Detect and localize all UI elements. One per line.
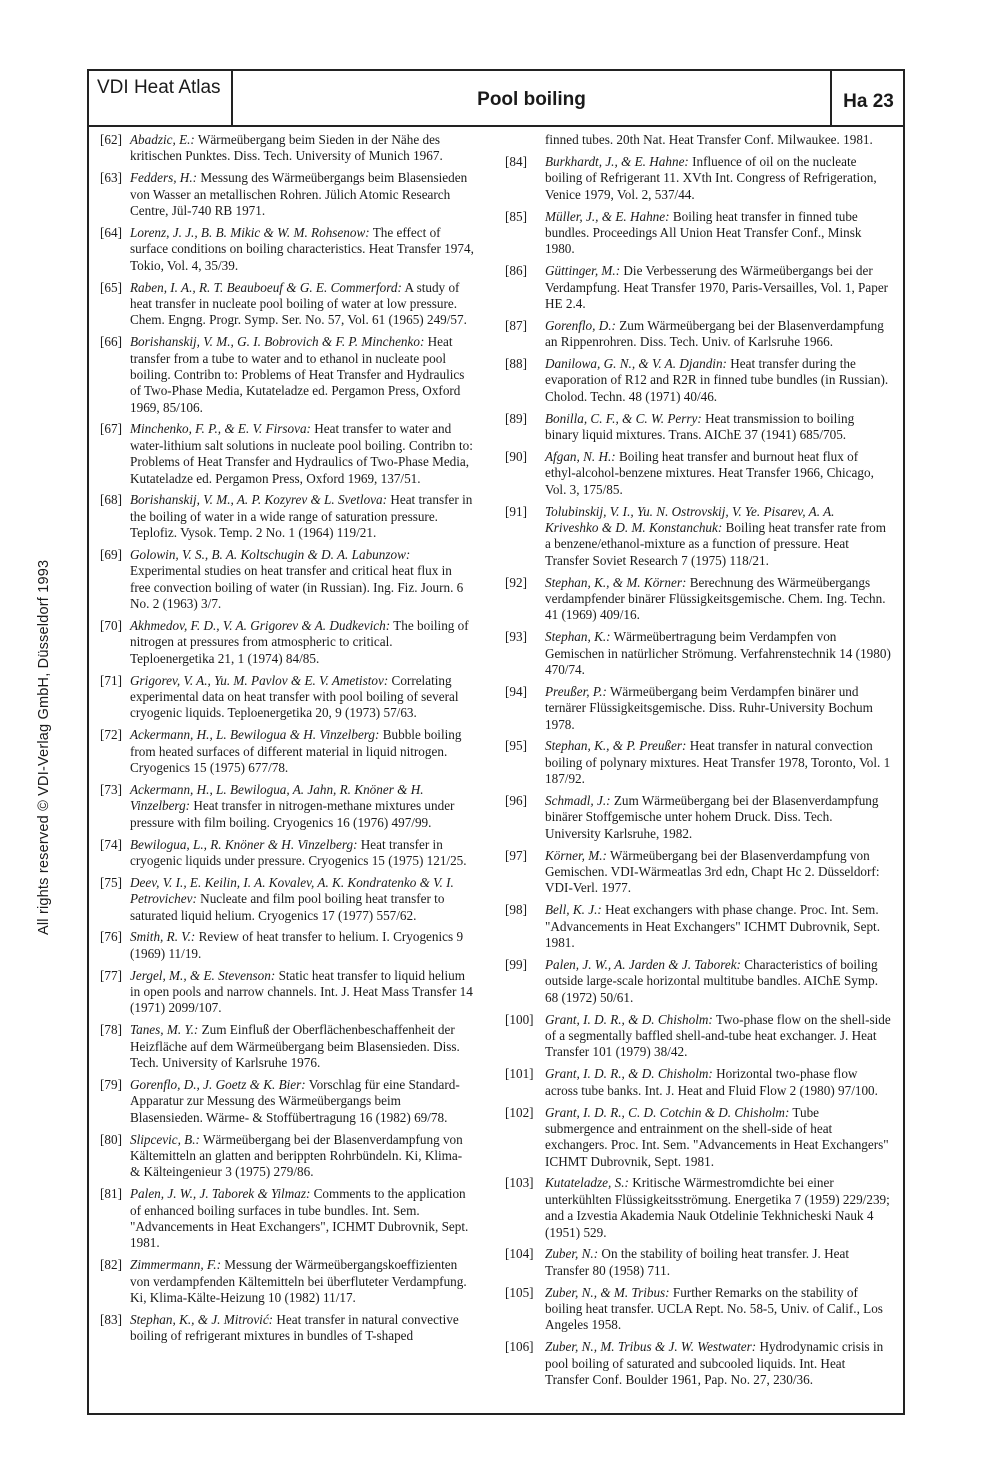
reference-number: [87] bbox=[505, 317, 527, 333]
reference-entry bbox=[505, 684, 891, 733]
reference-citation: Heat transmission to boiling binary liquid mixtures. Trans. AIChE 37 (1941) 685/705. bbox=[545, 410, 855, 443]
reference-citation: Wärmeübertragung beim Verdampfen von Gemischen in natürlicher Strömung. Verfahrenstechnik 14 (1980) 470/74. bbox=[545, 629, 891, 677]
reference-citation: Comments to the application of enhanced boiling surfaces in tube bundles. Int. Sem. "Advancements in Heat Exchangers", ICHMT Dubrovnik, Sept. 1981. bbox=[130, 1186, 469, 1251]
reference-authors: Zuber, N., & M. Tribus: bbox=[545, 1284, 670, 1300]
reference-authors: Stephan, K., & M. Körner: bbox=[545, 574, 687, 590]
reference-text bbox=[130, 673, 475, 722]
reference-number: [106] bbox=[505, 1339, 534, 1355]
reference-authors: Tolubinskij, V. I., Yu. N. Ostrovskij, V. Ye. Pisarev, A. A. Kriveshko & D. M. Konstanchuk: bbox=[545, 503, 835, 535]
reference-text bbox=[130, 782, 475, 831]
reference-number: [101] bbox=[505, 1066, 534, 1082]
reference-entry bbox=[505, 793, 891, 842]
reference-text bbox=[545, 738, 891, 787]
reference-authors: Tanes, M. Y.: bbox=[130, 1022, 199, 1038]
reference-number: [68] bbox=[100, 492, 122, 508]
reference-entry bbox=[100, 225, 475, 274]
reference-entry bbox=[505, 1246, 891, 1279]
reference-citation: Further Remarks on the stability of boiling heat transfer. UCLA Rept. No. 58-5, Univ. of Calif., Los Angeles 1958. bbox=[545, 1284, 883, 1333]
reference-citation: Vorschlag für eine Standard-Apparatur zur Messung des Wärmeübergangs beim Blasensieden. Wärme- & Stoffübertragung 16 (1982) 69/78. bbox=[130, 1076, 460, 1125]
reference-entry bbox=[505, 449, 891, 498]
reference-entry bbox=[505, 504, 891, 569]
reference-number: [96] bbox=[505, 793, 527, 809]
reference-citation: Heat transfer in natural convective boiling of refrigerant mixtures in bundles of T-shaped bbox=[130, 1311, 459, 1344]
reference-citation: Heat transfer in natural convection boiling of polynary mixtures. Heat Transfer 1978, Toronto, Vol. 1 187/92. bbox=[545, 738, 891, 787]
reference-number: [67] bbox=[100, 421, 122, 437]
reference-authors: Bewilogua, L., R. Knöner & H. Vinzelberg: bbox=[130, 836, 358, 852]
reference-entry bbox=[505, 1066, 891, 1099]
reference-authors: Ackermann, H., L. Bewilogua & H. Vinzelberg: bbox=[130, 727, 380, 743]
reference-authors: Stephan, K., & J. Mitrović: bbox=[130, 1311, 274, 1327]
reference-number: [95] bbox=[505, 738, 527, 754]
reference-citation: Boiling heat transfer rate from a benzene/ethanol-mixture as a function of pressure. Heat Transfer Soviet Research 7 (1975) 118/21. bbox=[545, 519, 886, 568]
page-header bbox=[87, 69, 905, 127]
reference-entry bbox=[505, 411, 891, 444]
reference-text bbox=[545, 356, 891, 405]
reference-authors: Minchenko, F. P., & E. V. Firsova: bbox=[130, 421, 311, 437]
reference-authors: Bonilla, C. F., & C. W. Perry: bbox=[545, 410, 702, 426]
reference-text bbox=[130, 968, 475, 1017]
reference-text bbox=[545, 848, 891, 897]
reference-authors: Körner, M.: bbox=[545, 847, 607, 863]
reference-number: [75] bbox=[100, 874, 122, 890]
reference-text bbox=[130, 929, 475, 962]
reference-entry bbox=[100, 1186, 475, 1251]
reference-number: [80] bbox=[100, 1131, 122, 1147]
reference-text bbox=[545, 1339, 891, 1388]
reference-authors: Golowin, V. S., B. A. Koltschugin & D. A. Labunzow: bbox=[130, 547, 411, 563]
reference-authors: Borishanskij, V. M., A. P. Kozyrev & L. Svetlova: bbox=[130, 492, 388, 508]
reference-text bbox=[130, 280, 475, 329]
reference-citation: Zum Wärmeübergang bei der Blasenverdampfung binärer Stoffgemische unter hohem Druck. Diss. Tech. University Karlsruhe, 1982. bbox=[545, 793, 879, 841]
reference-entry bbox=[100, 1077, 475, 1126]
page-number: Ha 23 bbox=[830, 69, 905, 125]
reference-citation: Correlating experimental data on heat transfer with pool boiling of several cryogenic liquids. Teploenergetika 20, 9 (1973) 57/63. bbox=[130, 672, 459, 721]
reference-number: [105] bbox=[505, 1284, 534, 1300]
reference-number: [85] bbox=[505, 208, 527, 224]
reference-text bbox=[545, 1246, 891, 1279]
reference-authors: Preußer, P.: bbox=[545, 683, 607, 699]
reference-number: [76] bbox=[100, 929, 122, 945]
reference-number: [91] bbox=[505, 503, 527, 519]
reference-number: [83] bbox=[100, 1311, 122, 1327]
reference-authors: Stephan, K.: bbox=[545, 629, 611, 645]
reference-citation: Zum Einfluß der Oberflächenbeschaffenheit der Heizfläche auf dem Wärmeübergang beim Blasensieden. Diss. Tech. University of Karlsruhe 1976. bbox=[130, 1022, 460, 1071]
reference-text bbox=[545, 1066, 891, 1099]
reference-number: [69] bbox=[100, 547, 122, 563]
reference-text bbox=[545, 902, 891, 951]
reference-number: [93] bbox=[505, 629, 527, 645]
reference-citation: A study of heat transfer in nucleate pool boiling of water at low pressure. Chem. Engng. Progr. Symp. Ser. No. 57, Vol. 61 (1965) 249/57. bbox=[130, 279, 467, 328]
reference-citation: Wärmeübergang beim Verdampfen binärer und ternärer Flüssigkeitsgemische. Diss. Ruhr-University Bochum 1978. bbox=[545, 683, 873, 732]
reference-authors: Zuber, N.: bbox=[545, 1246, 599, 1262]
reference-number: [81] bbox=[100, 1186, 122, 1202]
reference-number: [99] bbox=[505, 956, 527, 972]
reference-citation: Berechnung des Wärmeübergangs verdampfender binärer Flüssigkeitsgemische. Chem. Ing. Techn. 41 (1969) 409/16. bbox=[545, 574, 886, 623]
reference-text bbox=[545, 154, 891, 203]
reference-citation: Heat transfer in the boiling of water in a wide range of saturation pressure. Teplofiz. Vysok. Temp. 2 No. 1 (1964) 119/21. bbox=[130, 492, 473, 541]
reference-number: [72] bbox=[100, 727, 122, 743]
reference-authors: Grant, I. D. R., & D. Chisholm: bbox=[545, 1066, 713, 1082]
reference-authors: Deev, V. I., E. Keilin, I. A. Kovalev, A. K. Kondratenko & V. I. Petrovichev: bbox=[130, 874, 454, 907]
reference-citation: Boiling heat transfer and burnout heat flux of ethyl-alcohol-benzene mixtures. Heat Transfer 1966, Chicago, Vol. 3, 175/85. bbox=[545, 449, 874, 497]
reference-text bbox=[545, 1175, 891, 1240]
reference-authors: Fedders, H.: bbox=[130, 170, 198, 186]
reference-number: [84] bbox=[505, 153, 527, 169]
reference-text bbox=[130, 727, 475, 776]
reference-entry bbox=[505, 132, 891, 148]
reference-text bbox=[130, 1132, 475, 1181]
reference-number: [70] bbox=[100, 618, 122, 634]
reference-number: [90] bbox=[505, 449, 527, 464]
reference-entry bbox=[100, 968, 475, 1017]
reference-authors: Burkhardt, J., & E. Hahne: bbox=[545, 153, 689, 169]
reference-entry bbox=[100, 334, 475, 416]
reference-entry bbox=[100, 280, 475, 329]
reference-number: [97] bbox=[505, 847, 527, 863]
reference-text bbox=[545, 132, 891, 148]
reference-citation: Kritische Wärmestromdichte bei einer unterkühlten Flüssigkeitsströmung. Energetika 7 (1959) 229/239; and a Izvestia Akademia Nauk Otdelinie Tekhnicheski Nauk 4 (1951) 529. bbox=[545, 1175, 890, 1240]
reference-citation: Messung des Wärmeübergangs beim Blasensieden von Wasser an metallischen Rohren. Jülich Atomic Research Centre, Jül-740 RB 1971. bbox=[130, 170, 468, 218]
reference-entry bbox=[100, 1312, 475, 1345]
reference-entry bbox=[100, 929, 475, 962]
reference-entry bbox=[100, 618, 475, 667]
reference-text bbox=[545, 629, 891, 678]
reference-authors: Grigorev, V. A., Yu. M. Pavlov & E. V. Ametistov: bbox=[130, 672, 389, 688]
reference-entry bbox=[100, 727, 475, 776]
reference-number: [74] bbox=[100, 836, 122, 852]
reference-number: [88] bbox=[505, 356, 527, 372]
references-right-column bbox=[505, 132, 891, 1394]
reference-authors: Güttinger, M.: bbox=[545, 263, 621, 279]
reference-citation: Boiling heat transfer in finned tube bundles. Proceedings All Union Heat Transfer Conf., Minsk 1980. bbox=[545, 208, 862, 257]
reference-number: [104] bbox=[505, 1246, 534, 1262]
reference-authors: Palen, J. W., A. Jarden & J. Taborek: bbox=[545, 956, 741, 972]
reference-text bbox=[545, 504, 891, 569]
reference-entry bbox=[505, 1285, 891, 1334]
reference-number: [66] bbox=[100, 334, 122, 350]
reference-number: [92] bbox=[505, 574, 527, 590]
reference-text bbox=[545, 1285, 891, 1334]
reference-citation: finned tubes. 20th Nat. Heat Transfer Conf. Milwaukee. 1981. bbox=[545, 132, 873, 147]
reference-text bbox=[545, 209, 891, 258]
reference-authors: Abadzic, E.: bbox=[130, 132, 195, 147]
reference-text bbox=[130, 1186, 475, 1251]
reference-citation: Heat transfer in nitrogen-methane mixtures under pressure with film boiling. Cryogenics 16 (1976) 497/99. bbox=[130, 798, 455, 830]
reference-entry bbox=[505, 629, 891, 678]
reference-authors: Danilowa, G. N., & V. A. Djandin: bbox=[545, 356, 727, 372]
reference-entry bbox=[505, 902, 891, 951]
reference-citation: Static heat transfer to liquid helium in open pools and narrow channels. Int. J. Heat Mass Transfer 14 (1971) 2099/107. bbox=[130, 967, 473, 1016]
reference-text bbox=[130, 618, 475, 667]
reference-authors: Bell, K. J.: bbox=[545, 902, 602, 918]
reference-number: [73] bbox=[100, 781, 122, 797]
reference-authors: Zimmermann, F.: bbox=[130, 1257, 221, 1273]
reference-entry bbox=[505, 575, 891, 624]
reference-citation: The effect of surface conditions on boiling characteristics. Heat Transfer 1974, Tokio, Vol. 4, 35/39. bbox=[130, 224, 474, 273]
reference-authors: Lorenz, J. J., B. B. Mikic & W. M. Rohsenow: bbox=[130, 224, 370, 240]
reference-citation: Characteristics of boiling outside large-scale horizontal multitube bandles. AIChE Symp. 68 (1972) 50/61. bbox=[545, 956, 879, 1005]
reference-authors: Grant, I. D. R., C. D. Cotchin & D. Chisholm: bbox=[545, 1104, 790, 1120]
reference-text bbox=[130, 837, 475, 870]
reference-citation: Nucleate and film pool boiling heat transfer to saturated liquid helium. Cryogenics 17 (1977) 557/62. bbox=[130, 891, 445, 923]
reference-citation: Zum Wärmeübergang bei der Blasenverdampfung an Rippenrohren. Diss. Tech. Univ. of Karlsruhe 1966. bbox=[545, 317, 884, 350]
reference-citation: Review of heat transfer to helium. I. Cryogenics 9 (1969) 11/19. bbox=[130, 929, 464, 961]
reference-entry bbox=[505, 356, 891, 405]
reference-number: [62] bbox=[100, 132, 122, 147]
reference-text bbox=[130, 132, 475, 165]
reference-authors: Gorenflo, D.: bbox=[545, 317, 616, 333]
reference-entry bbox=[505, 209, 891, 258]
reference-authors: Schmadl, J.: bbox=[545, 793, 611, 809]
reference-citation: Wärmeübergang bei der Blasenverdampfung von Kältemitteln an glatten and berippten Rohrbündeln. Ki, Klima- & Kälteingenieur 3 (1975) 279/86. bbox=[130, 1131, 463, 1180]
reference-citation: Bubble boiling from heated surfaces of different material in liquid nitrogen. Cryogenics 15 (1975) 677/78. bbox=[130, 727, 462, 775]
reference-authors: Smith, R. V.: bbox=[130, 929, 196, 945]
reference-citation: Messung der Wärmeübergangskoeffizienten von verdampfenden Kältemitteln bei überfluteter Verdampfung. Ki, Klima-Kälte-Heizung 10 (1982) 11/17. bbox=[130, 1257, 467, 1305]
reference-citation: Heat transfer from a tube to water and to ethanol in nucleate pool boiling. Contribn to: Problems of Heat Transfer and Hydraulics of Two-Phase Media, Kutateladze ed. Pergamon Press, Oxford 1969, 85/106. bbox=[130, 334, 465, 415]
reference-entry bbox=[100, 170, 475, 219]
reference-entry bbox=[100, 782, 475, 831]
reference-citation: Wärmeübergang beim Sieden in der Nähe des kritischen Punktes. Diss. Tech. University of Munich 1967. bbox=[130, 132, 443, 164]
reference-citation: Experimental studies on heat transfer and critical heat flux in free convection boiling of water (in Russian). Ing. Fiz. Journ. 6 No. 2 (1963) 3/7. bbox=[130, 563, 464, 612]
reference-text bbox=[130, 1257, 475, 1306]
book-title: VDI Heat Atlas bbox=[87, 69, 233, 125]
reference-citation: Influence of oil on the nucleate boiling of Refrigerant 11. XVth Int. Congress of Refrigeration, Venice 1979, Vol. 2, 537/44. bbox=[545, 153, 877, 202]
reference-entry bbox=[100, 875, 475, 924]
reference-number: [89] bbox=[505, 410, 527, 426]
reference-authors: Borishanskij, V. M., G. I. Bobrovich & F. P. Minchenko: bbox=[130, 334, 425, 350]
reference-text bbox=[130, 1312, 475, 1345]
reference-entry bbox=[100, 421, 475, 486]
reference-number: [82] bbox=[100, 1257, 122, 1273]
reference-text bbox=[545, 263, 891, 312]
reference-number: [102] bbox=[505, 1104, 534, 1120]
reference-entry bbox=[100, 1022, 475, 1071]
reference-citation: Wärmeübergang bei der Blasenverdampfung von Gemischen. VDI-Wärmeatlas 3rd edn, Chapt Hc 2. Düsseldorf: VDI-Verl. 1977. bbox=[545, 847, 880, 896]
references-left-column bbox=[100, 132, 475, 1350]
reference-entry bbox=[505, 1339, 891, 1388]
reference-number bbox=[505, 132, 545, 148]
reference-citation: On the stability of boiling heat transfer. J. Heat Transfer 80 (1958) 711. bbox=[545, 1246, 849, 1278]
section-title: Pool boiling bbox=[477, 89, 586, 110]
reference-text bbox=[545, 1012, 891, 1061]
reference-entry bbox=[505, 318, 891, 351]
reference-entry bbox=[100, 1257, 475, 1306]
reference-text bbox=[545, 449, 891, 498]
reference-citation: Heat transfer in cryogenic liquids under pressure. Cryogenics 15 (1975) 121/25. bbox=[130, 836, 467, 868]
reference-authors: Afgan, N. H.: bbox=[545, 449, 616, 464]
reference-entry bbox=[100, 673, 475, 722]
reference-text bbox=[545, 684, 891, 733]
reference-citation: Two-phase flow on the shell-side of a segmentally baffled shell-and-tube heat exchanger. J. Heat Transfer 101 (1979) 38/42. bbox=[545, 1011, 891, 1060]
reference-number: [63] bbox=[100, 170, 122, 186]
reference-entry bbox=[100, 492, 475, 541]
reference-entry bbox=[100, 837, 475, 870]
reference-citation: Heat transfer during the evaporation of R12 and R2R in finned tube bundles (in Russian). Cholod. Techn. 48 (1971) 40/46. bbox=[545, 356, 889, 404]
reference-number: [103] bbox=[505, 1175, 534, 1191]
reference-number: [64] bbox=[100, 224, 122, 240]
reference-entry bbox=[505, 1105, 891, 1170]
reference-text bbox=[130, 334, 475, 416]
reference-number: [77] bbox=[100, 967, 122, 983]
reference-citation: Hydrodynamic crisis in pool boiling of saturated and subcooled liquids. Int. Heat Transfer Conf. Boulder 1961, Pap. No. 27, 230/36. bbox=[545, 1339, 884, 1388]
reference-authors: Slipcevic, B.: bbox=[130, 1131, 200, 1147]
reference-entry bbox=[100, 132, 475, 165]
reference-entry bbox=[505, 154, 891, 203]
reference-text bbox=[130, 225, 475, 274]
reference-text bbox=[130, 1022, 475, 1071]
reference-authors: Grant, I. D. R., & D. Chisholm: bbox=[545, 1011, 713, 1027]
reference-citation: Horizontal two-phase flow across tube banks. Int. J. Heat and Fluid Flow 2 (1980) 97/100. bbox=[545, 1066, 878, 1098]
reference-entry bbox=[100, 547, 475, 612]
reference-entry bbox=[505, 1175, 891, 1240]
reference-authors: Gorenflo, D., J. Goetz & K. Bier: bbox=[130, 1076, 306, 1092]
reference-text bbox=[545, 957, 891, 1006]
reference-entry bbox=[100, 1132, 475, 1181]
reference-text bbox=[545, 318, 891, 351]
reference-authors: Akhmedov, F. D., V. A. Grigorev & A. Dudkevich: bbox=[130, 618, 391, 634]
reference-citation: Die Verbesserung des Wärmeübergangs bei der Verdampfung. Heat Transfer 1970, Paris-Versailles, Vol. 1, Paper HE 2.4. bbox=[545, 263, 889, 311]
reference-authors: Stephan, K., & P. Preußer: bbox=[545, 738, 687, 754]
reference-entry bbox=[505, 957, 891, 1006]
reference-authors: Kutateladze, S.: bbox=[545, 1175, 629, 1191]
reference-number: [78] bbox=[100, 1022, 122, 1038]
reference-text bbox=[545, 575, 891, 624]
reference-number: [71] bbox=[100, 672, 122, 688]
reference-number: [65] bbox=[100, 279, 122, 295]
reference-text bbox=[130, 547, 475, 612]
reference-number: [98] bbox=[505, 902, 527, 918]
copyright-margin bbox=[36, 555, 62, 935]
reference-citation: Heat exchangers with phase change. Proc. Int. Sem. "Advancements in Heat Exchangers" ICHMT Dubrovnik, Sept. 1981. bbox=[545, 902, 881, 951]
reference-authors: Palen, J. W., J. Taborek & Yilmaz: bbox=[130, 1186, 311, 1202]
copyright-note: All rights reserved © VDI-Verlag GmbH, Düsseldorf 1993 bbox=[36, 559, 52, 935]
reference-citation: The boiling of nitrogen at pressures from atmospheric to critical. Teploenergetika 21, 1 (1974) 84/85. bbox=[130, 618, 469, 666]
reference-text bbox=[545, 411, 891, 444]
reference-text bbox=[130, 1077, 475, 1126]
reference-authors: Müller, J., & E. Hahne: bbox=[545, 208, 670, 224]
reference-text bbox=[130, 421, 475, 486]
reference-authors: Zuber, N., M. Tribus & J. W. Westwater: bbox=[545, 1339, 757, 1355]
reference-entry bbox=[505, 1012, 891, 1061]
reference-text bbox=[130, 492, 475, 541]
reference-text bbox=[130, 170, 475, 219]
reference-number: [100] bbox=[505, 1011, 534, 1027]
reference-citation: Heat transfer to water and water-lithium salt solutions in nucleate pool boiling. Contribn to: Problems of Heat Transfer and Hydraulics of Two-Phase Media, Kutateladze ed. Pergamon Press, Oxford 1969, 137/51. bbox=[130, 421, 473, 486]
reference-entry bbox=[505, 263, 891, 312]
reference-authors: Raben, I. A., R. T. Beauboeuf & G. E. Commerford: bbox=[130, 279, 402, 295]
reference-citation: Tube submergence and entrainment on the shell-side of heat exchangers. Proc. Int. Sem. "Advancements in Heat Exchangers" ICHMT Dubrovnik, Sept. 1981. bbox=[545, 1104, 889, 1169]
reference-number: [86] bbox=[505, 263, 527, 279]
reference-text bbox=[130, 875, 475, 924]
reference-text bbox=[545, 793, 891, 842]
reference-entry bbox=[505, 738, 891, 787]
reference-text bbox=[545, 1105, 891, 1170]
reference-authors: Jergel, M., & E. Stevenson: bbox=[130, 967, 276, 983]
reference-authors: Ackermann, H., L. Bewilogua, A. Jahn, R. Knöner & H. Vinzelberg: bbox=[130, 781, 424, 814]
reference-number: [79] bbox=[100, 1076, 122, 1092]
reference-number: [94] bbox=[505, 683, 527, 699]
reference-entry bbox=[505, 848, 891, 897]
